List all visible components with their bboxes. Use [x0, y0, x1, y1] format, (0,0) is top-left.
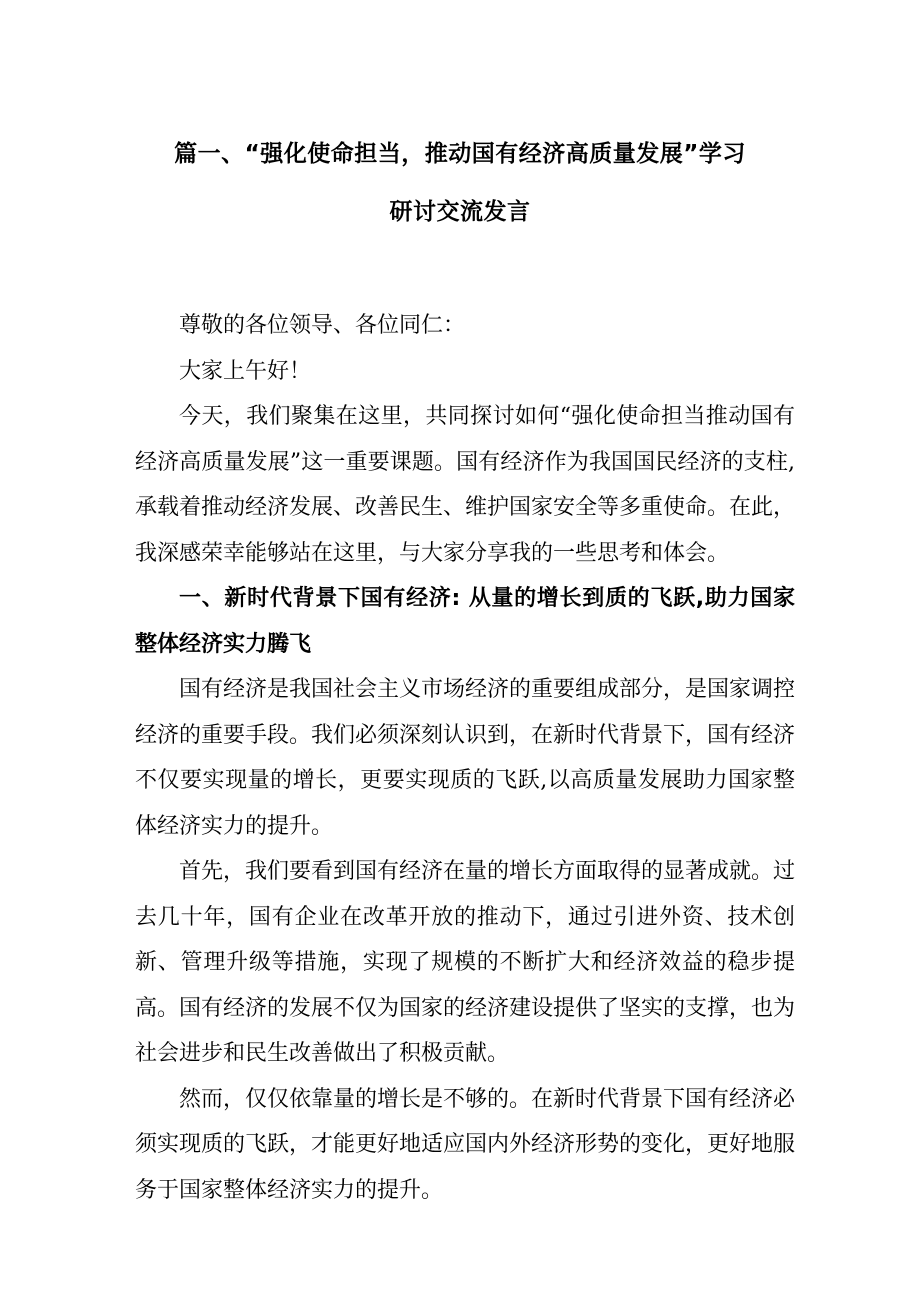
- document-title-line-2: 研讨交流发言: [389, 199, 531, 225]
- body-paragraph: 首先，我们要看到国有经济在量的增长方面取得的显著成就。过去几十年，国有企业在改革开放的推动下，通过引进外资、技术创新、管理升级等措施，实现了规模的不断扩大和经济效益的稳步提高。国有经济的发展不仅为国家的经济建设提供了坚实的支撑，也为社会进步和民生改善做出了积极贡献。: [135, 859, 796, 1066]
- section-heading: 一、新时代背景下国有经济: 从量的增长到质的飞跃,助力国家整体经济实力腾飞: [135, 586, 795, 657]
- document-title-line-1: 篇一、“强化使命担当，推动国有经济高质量发展”学习: [174, 141, 746, 167]
- body-paragraph: 然而，仅仅依靠量的增长是不够的。在新时代背景下国有经济必须实现质的飞跃，才能更好地适应国内外经济形势的变化，更好地服务于国家整体经济实力的提升。: [135, 1086, 796, 1203]
- body-paragraph: 国有经济是我国社会主义市场经济的重要组成部分，是国家调控经济的重要手段。我们必须深刻认识到，在新时代背景下，国有经济不仅要实现量的增长，更要实现质的飞跃,以高质量发展助力国家整体经济实力的提升。: [135, 677, 796, 839]
- document-body: [135, 303, 795, 1213]
- greeting: 大家上午好！: [179, 358, 312, 384]
- salutation: 尊敬的各位领导、各位同仁：: [179, 313, 466, 338]
- body-paragraph: 今天，我们聚集在这里，共同探讨如何“强化使命担当推动国有经济高质量发展”这一重要课题。国有经济作为我国国民经济的支柱,承载着推动经济发展、改善民生、维护国家安全等多重使命。在此，我深感荣幸能够站在这里，与大家分享我的一些思考和体会。: [135, 404, 796, 566]
